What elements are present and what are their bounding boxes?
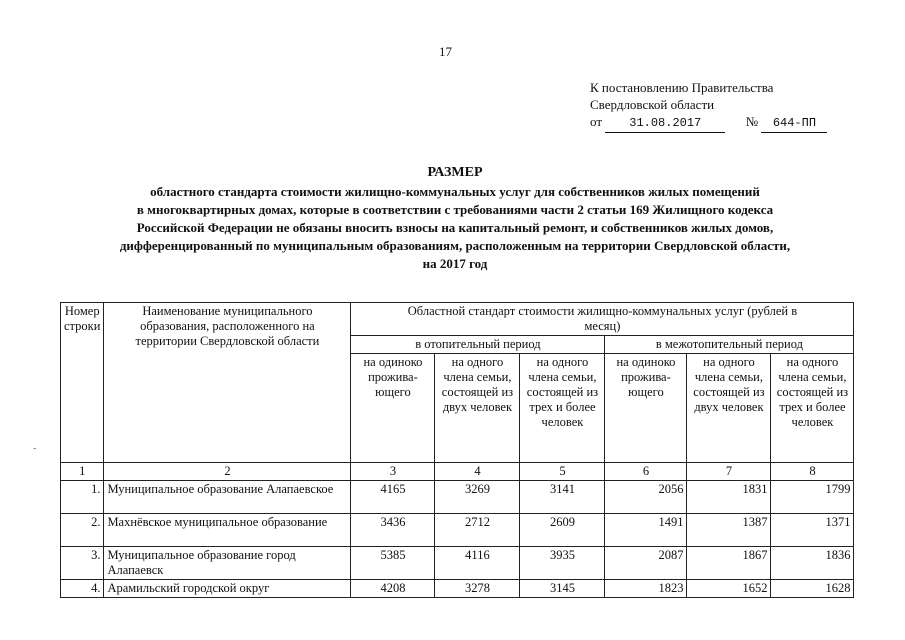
- value-cell: 1836: [771, 547, 854, 580]
- approval-line-2: Свердловской области: [590, 97, 715, 112]
- header-nonheating-period: в межотопительный период: [605, 336, 854, 354]
- value-cell: 2712: [435, 514, 520, 547]
- header-standard-group: Областной стандарт стоимости жилищно-коммунальных услуг (рублей в месяц): [351, 303, 854, 336]
- value-cell: 1491: [605, 514, 687, 547]
- value-cell: 3935: [520, 547, 605, 580]
- value-cell: 1831: [687, 481, 771, 514]
- value-cell: 1387: [687, 514, 771, 547]
- heading-line-3: Российской Федерации не обязаны вносить взносы на капитальный ремонт, и собственников жилых домов,: [136, 220, 774, 235]
- table-row: [61, 547, 854, 580]
- header-line-no: Номер строки: [61, 303, 104, 463]
- header-nonheating-two: на одного члена семьи, состоящей из двух человек: [687, 354, 771, 463]
- header-nonheating-three: на одного члена семьи, состоящей из трех и более человек: [771, 354, 854, 463]
- approval-date-number: [590, 113, 827, 133]
- header-nonheating-single: на одиноко прожива-ющего: [605, 354, 687, 463]
- column-number: 3: [351, 463, 435, 481]
- approval-line-1: К постановлению Правительства: [590, 80, 774, 95]
- approval-date: 31.08.2017: [605, 115, 725, 133]
- value-cell: 4208: [351, 580, 435, 598]
- header-heating-three: на одного члена семьи, состоящей из трех и более человек: [520, 354, 605, 463]
- document-heading: [60, 164, 850, 273]
- date-prefix: от: [590, 114, 603, 129]
- table-row: [61, 481, 854, 514]
- column-number: 6: [605, 463, 687, 481]
- municipality-name: Муниципальное образование город Алапаевск: [104, 547, 351, 580]
- page-number: 17: [439, 44, 452, 59]
- row-number: 1.: [61, 481, 104, 514]
- standard-table: [60, 302, 854, 598]
- approval-number: 644-ПП: [761, 115, 827, 133]
- margin-mark: -: [33, 443, 37, 454]
- value-cell: 2087: [605, 547, 687, 580]
- value-cell: 4116: [435, 547, 520, 580]
- table-row: [61, 514, 854, 547]
- municipality-name: Арамильский городской округ: [104, 580, 351, 598]
- value-cell: 2609: [520, 514, 605, 547]
- row-number: 2.: [61, 514, 104, 547]
- column-number: 2: [104, 463, 351, 481]
- header-heating-two: на одного члена семьи, состоящей из двух человек: [435, 354, 520, 463]
- value-cell: 1628: [771, 580, 854, 598]
- value-cell: 1371: [771, 514, 854, 547]
- value-cell: 1799: [771, 481, 854, 514]
- number-prefix: №: [745, 114, 759, 129]
- value-cell: 1867: [687, 547, 771, 580]
- column-number: 4: [435, 463, 520, 481]
- municipality-name: Махнёвское муниципальное образование: [104, 514, 351, 547]
- row-number: 4.: [61, 580, 104, 598]
- table-row: [61, 580, 854, 598]
- value-cell: 4165: [351, 481, 435, 514]
- value-cell: 5385: [351, 547, 435, 580]
- header-municipality: Наименование муниципального образования, расположенного на территории Свердловской области: [104, 303, 351, 463]
- heading-line-1: областного стандарта стоимости жилищно-коммунальных услуг для собственников жилых помещений: [150, 184, 760, 199]
- column-number: 8: [771, 463, 854, 481]
- heading-line-2: в многоквартирных домах, которые в соответствии с требованиями части 2 статьи 169 Жилищного кодекса: [136, 202, 774, 217]
- value-cell: 3141: [520, 481, 605, 514]
- value-cell: 1823: [605, 580, 687, 598]
- value-cell: 2056: [605, 481, 687, 514]
- approval-block: [590, 79, 827, 133]
- value-cell: 1652: [687, 580, 771, 598]
- column-number-row: [61, 463, 854, 481]
- heading-title: РАЗМЕР: [427, 165, 483, 180]
- column-number: 7: [687, 463, 771, 481]
- value-cell: 3436: [351, 514, 435, 547]
- heading-line-4: дифференцированный по муниципальным образованиям, расположенным на территории Свердловской области,: [119, 238, 791, 253]
- municipality-name: Муниципальное образование Алапаевское: [104, 481, 351, 514]
- value-cell: 3145: [520, 580, 605, 598]
- column-number: 5: [520, 463, 605, 481]
- row-number: 3.: [61, 547, 104, 580]
- value-cell: 3278: [435, 580, 520, 598]
- value-cell: 3269: [435, 481, 520, 514]
- column-number: 1: [61, 463, 104, 481]
- header-heating-single: на одиноко прожива-ющего: [351, 354, 435, 463]
- header-heating-period: в отопительный период: [351, 336, 605, 354]
- heading-line-5: на 2017 год: [422, 256, 488, 271]
